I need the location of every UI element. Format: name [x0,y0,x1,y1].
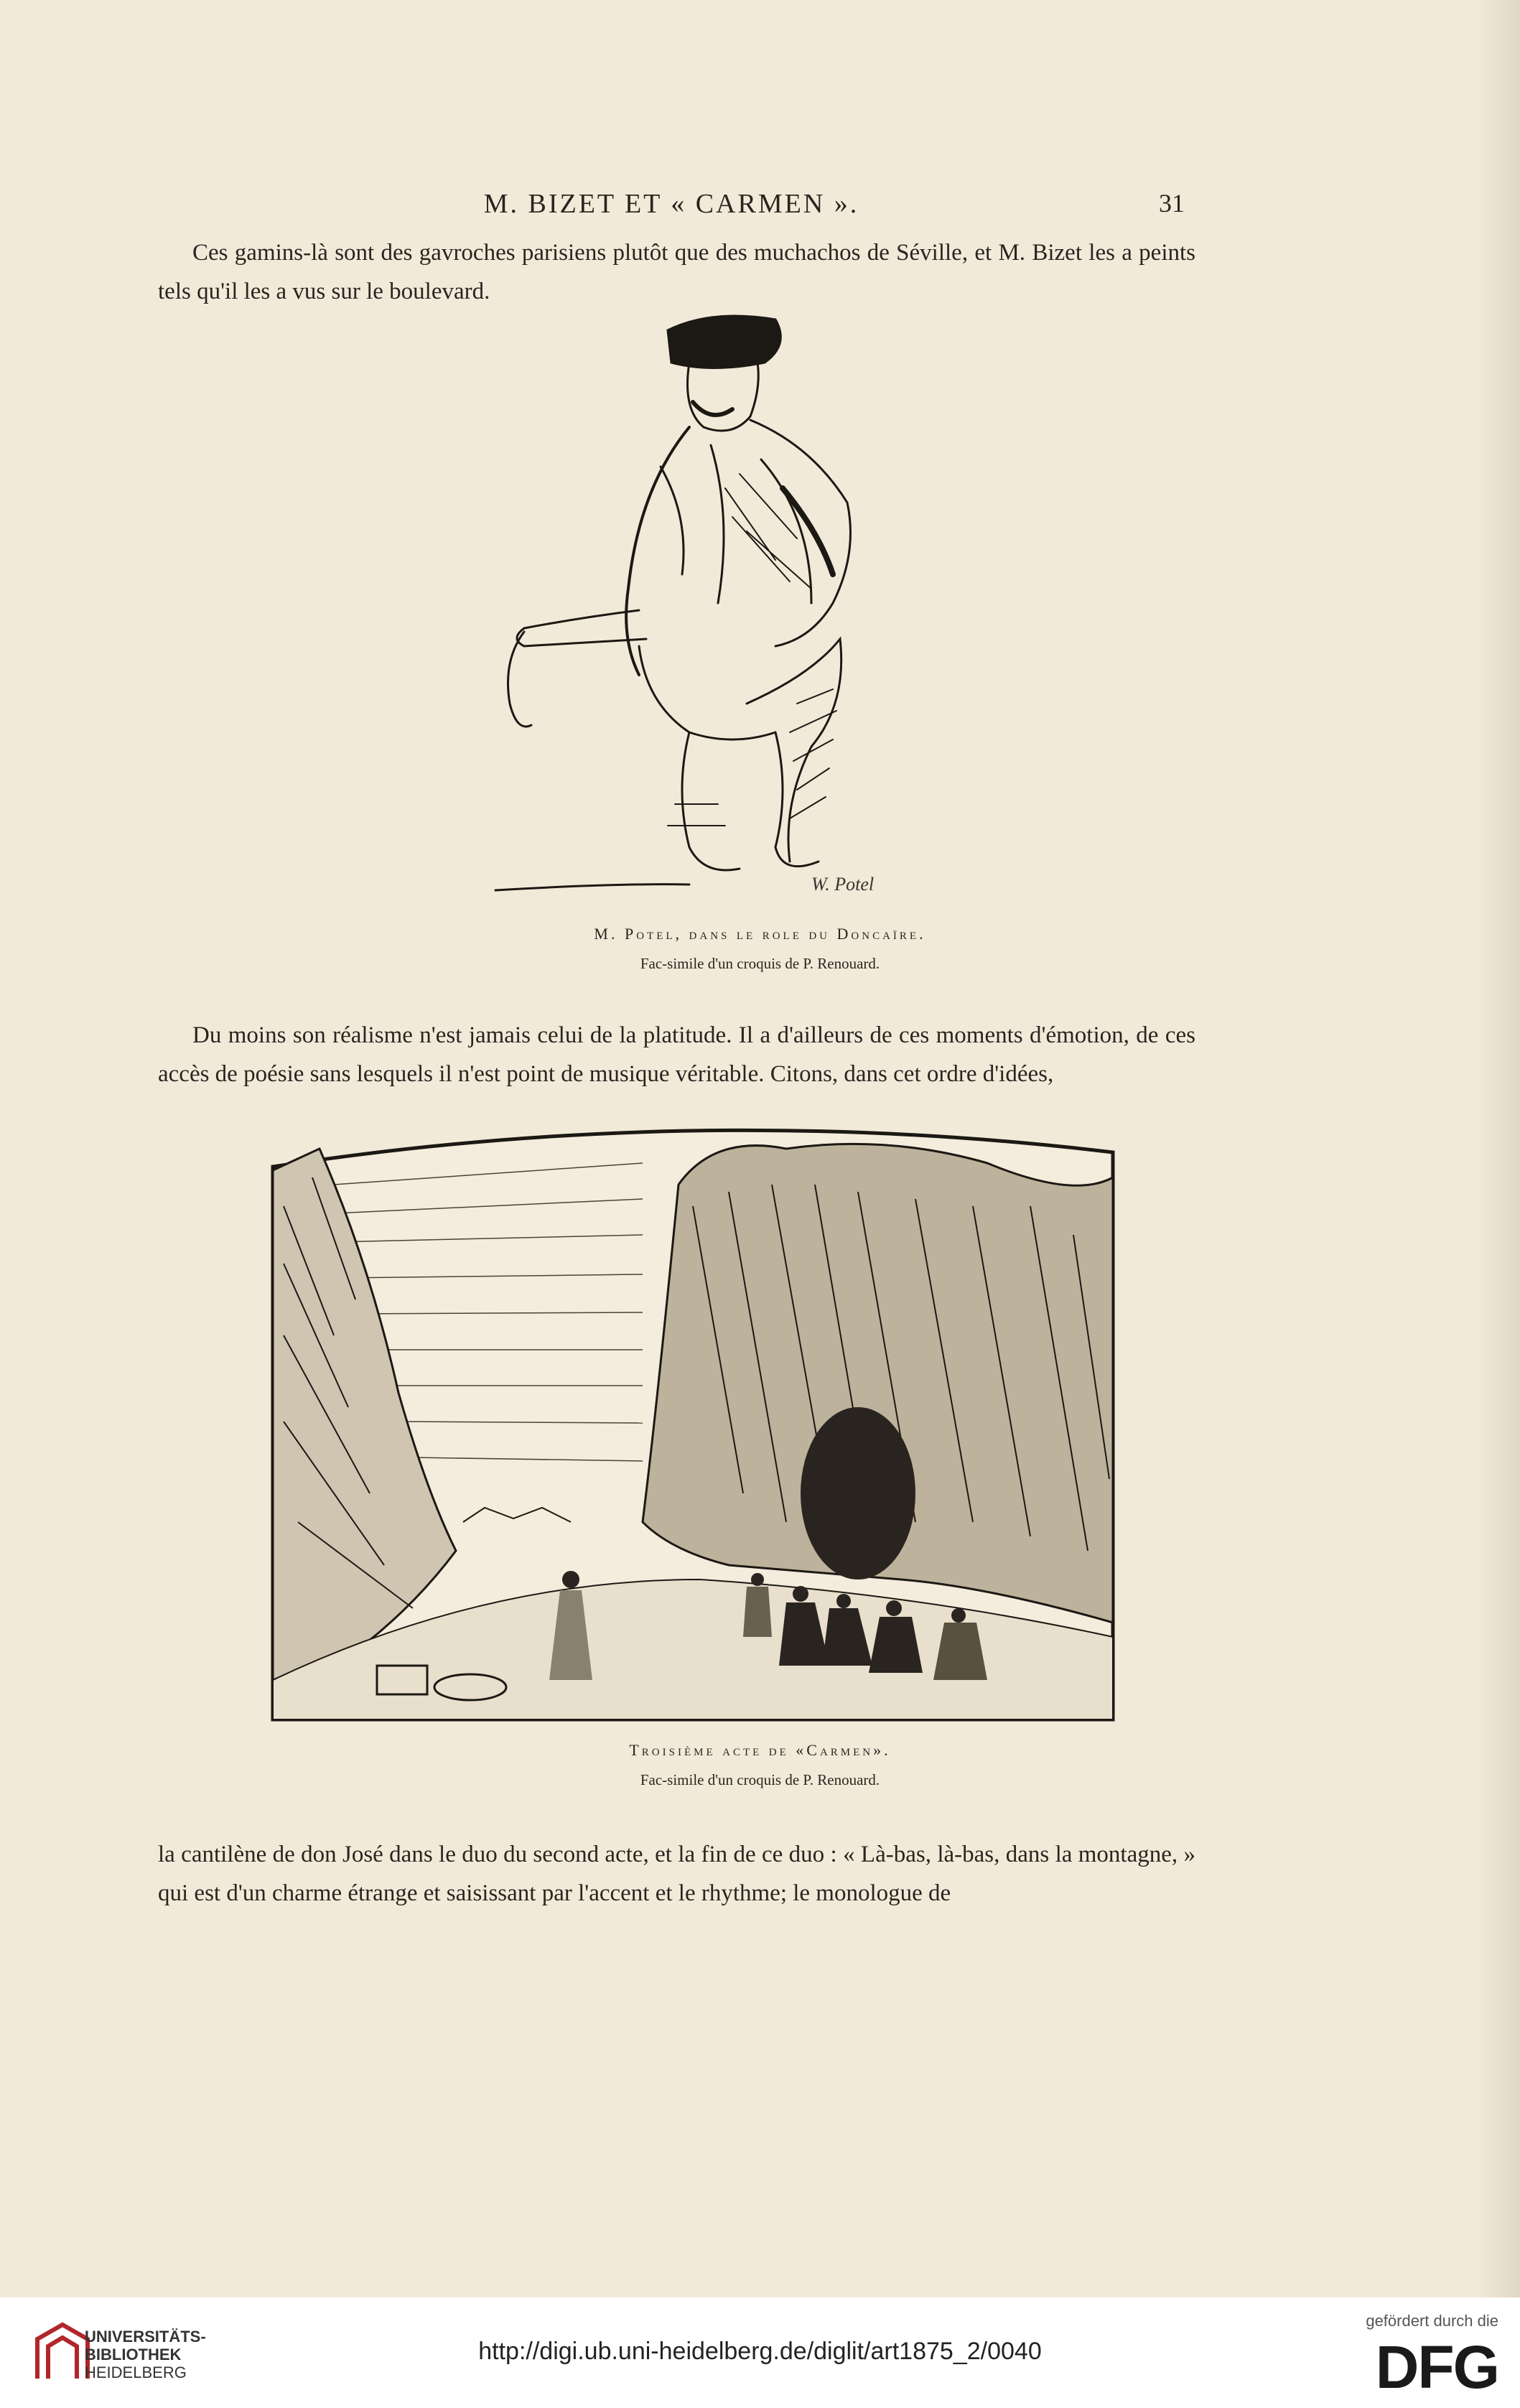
figure2-caption: Troisième acte de «Carmen». [629,1741,891,1759]
dfg-logo: DFG [1375,2333,1498,2401]
paragraph-cantilene: la cantilène de don José dans le duo du second acte, et la fin de ce duo : « Là-bas, là-bas, dans la montagne, » qui est d'un charme étrange et saisissant par l'accent et le rhythme; le monologue de [158,1842,1195,1906]
running-title: M. BIZET ET « CARMEN ». [483,189,859,219]
permalink-url[interactable]: http://digi.ub.uni-heidelberg.de/diglit/art1875_2/0040 [478,2338,1042,2365]
paragraph-text: Ces gamins-là sont des gavroches parisiens plutôt que des muchachos de Séville, et M. Bizet les a peints tels qu'il les a vus sur le boulevard. [158,240,1195,304]
sketch-signature: W. Potel [811,874,875,895]
library-line: BIBLIOTHEK [85,2346,182,2363]
library-line: HEIDELBERG [85,2363,187,2381]
figure2-credit: Fac-simile d'un croquis de P. Renouard. [640,1771,880,1788]
figure1-credit: Fac-simile d'un croquis de P. Renouard. [640,955,880,972]
figure1-caption: M. Potel, dans le role du Doncaïre. [594,925,926,943]
library-line: UNIVERSITÄTS- [85,2328,206,2346]
paragraph-gamins [158,233,1195,311]
sketch-potel-illustration [474,302,876,912]
stage-scene-illustration [269,1120,1116,1730]
page-number: 31 [1159,189,1185,218]
funding-note: gefördert durch die [1366,2312,1498,2330]
page-header [158,188,1185,224]
paragraph-text: Du moins son réalisme n'est jamais celui de la platitude. Il a d'ailleurs de ces moments d'émotion, de ces accès de poésie sans lesquels il n'est point de musique véritable. Citons, dans cet ordre d'idées, [158,1022,1195,1087]
viewer-footer [0,2297,1520,2408]
paragraph-realisme [158,1016,1195,1093]
